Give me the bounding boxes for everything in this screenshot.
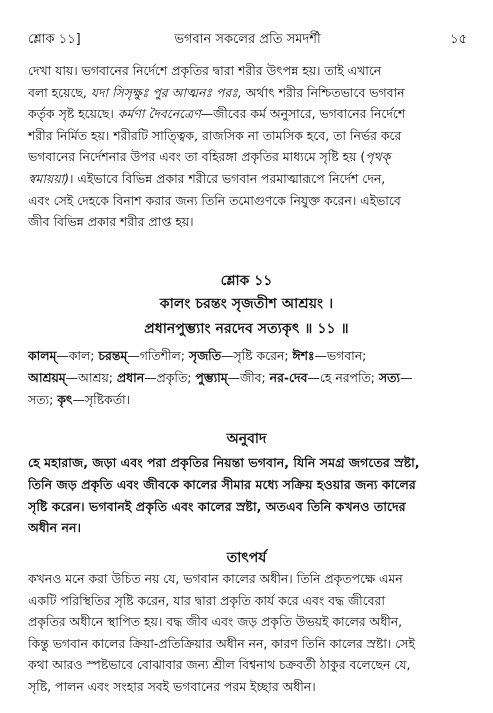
purport-heading: তাৎপর্য <box>226 550 267 566</box>
synonyms-line <box>28 345 469 367</box>
synonym-term: সত্য <box>378 370 400 385</box>
synonym-term: চরন্তম্ <box>98 348 128 363</box>
intro-line <box>28 60 469 82</box>
text-run: —ভগবান; <box>314 348 367 363</box>
sanskrit-quote: পৃথক্ <box>365 149 391 165</box>
text-run: —হে নরপতি; <box>307 370 379 385</box>
synonym-term: আশ্রয়ম্ <box>28 370 66 385</box>
purport-line: প্রকৃতির অধীনে স্থাপিত হয়। বদ্ধ জীব এবং জড় প্রকৃতি উভয়ই কালের অধীন, <box>28 614 403 630</box>
text-run: দেখা যায়। ভগবানের নির্দেশে প্রকৃতির দ্বারা শরীর উৎপন্ন হয়। তাই এখানে <box>28 63 382 78</box>
text-run: শরীর নির্মিত হয়। শরীরটি সাত্ত্বিক, রাজসিক না তামসিক হবে, তা নির্ভর করে <box>28 127 402 143</box>
synonyms-line <box>28 389 469 411</box>
text-run: জীব বিভিন্ন প্রকার শরীর প্রাপ্ত হয়। <box>28 214 194 230</box>
verse-line-2: প্রধানপুম্ভ্যাং নরদেব সত্যকৃৎ ॥ ১১ ॥ <box>144 321 349 337</box>
word-for-word-synonyms <box>28 345 469 411</box>
purport-line: সৃষ্টি, পালন এবং সংহার সবই ভগবানের পরম ইচ্ছার অধীন। <box>28 678 316 694</box>
header-chapter-title: ভগবান সকলের প্রতি সমদর্শী <box>174 32 321 47</box>
translation-line: তিনি জড় প্রকৃতি এবং জীবকে কালের সীমার মধ্যে সক্রিয় হওয়ার জন্য কালের <box>28 476 416 492</box>
sanskrit-quote: স্বমায়য়া) <box>28 170 70 186</box>
intro-line <box>28 82 469 104</box>
translation-line: সৃষ্টি করেন। ভগবানই প্রকৃতি এবং কালের স্রষ্টা, অতএব তিনি কখনও তাদের <box>28 498 406 514</box>
sanskrit-quote: যদা সিসৃক্ষুঃ পুর আত্মনঃ পরঃ, <box>90 84 242 100</box>
text-run: সত্য; <box>28 392 58 407</box>
synonym-term: প্রধান <box>116 370 145 385</box>
synonym-term: পুম্ভ্যাম্ <box>195 370 228 385</box>
purport-line: কিন্তু ভগবান কালের ক্রিয়া-প্রতিক্রিয়ার অধীন নন, কারণ তিনি কালের স্রষ্টা। সেই <box>28 635 415 651</box>
purport-paragraph <box>28 568 469 698</box>
text-run: —সৃষ্টিকর্তা। <box>72 392 131 407</box>
intro-line <box>28 168 469 190</box>
text-run: অর্থাৎ শরীর নিশ্চিতভাবে ভগবান <box>241 84 405 100</box>
purport-line: কখনও মনে করা উচিত নয় যে, ভগবান কালের অধীন। তিনি প্রকৃতপক্ষে এমন <box>28 571 403 586</box>
intro-line <box>28 211 469 233</box>
synonym-term: কৃৎ <box>57 392 73 407</box>
text-run: —প্রকৃতি; <box>144 370 196 385</box>
text-run: —সৃষ্টি করেন; <box>221 348 293 363</box>
text-run: —গতিশীল; <box>127 348 189 363</box>
text-run: —কাল; <box>56 348 99 363</box>
purport-line: একটি পরিস্থিতির সৃষ্টি করেন, যার দ্বারা প্রকৃতি কার্য করে এবং বদ্ধ জীবেরা <box>28 592 385 608</box>
page-header <box>28 30 467 48</box>
text-run: । এইভাবে বিভিন্ন প্রকার শরীরে ভগবান পরমাত্মারূপে নির্দেশ দেন, <box>69 170 386 186</box>
intro-line <box>28 146 469 168</box>
sanskrit-quote: কর্মণা দৈবনেত্রেণ <box>117 106 201 122</box>
text-run: এবং সেই দেহকে বিনাশ করার জন্য তিনি তমোগুণকে নিযুক্ত করেন। এইভাবে <box>28 192 401 208</box>
text-run: — <box>400 370 413 385</box>
translation-line: হে মহারাজ, জড়া এবং পরা প্রকৃতির নিয়ন্তা ভগবান, যিনি সমগ্র জগতের স্রষ্টা, <box>28 455 420 470</box>
synonym-term: সৃজতি <box>188 348 222 363</box>
text-run: ভগবানের নির্দেশনার উপর এবং তা বহিরঙ্গা প্রকৃতির মাধ্যমে সৃষ্টি হয় ( <box>28 149 366 165</box>
translation-line: অধীন নন। <box>28 520 82 536</box>
text-run: —জীব; <box>227 370 270 385</box>
text-run: কর্তৃক সৃষ্ট হয়েছে। <box>28 106 118 122</box>
text-run: বলা হয়েছে, <box>28 84 91 100</box>
text-run: —আশ্রয়; <box>65 370 117 385</box>
intro-line <box>28 103 469 125</box>
intro-line <box>28 125 469 147</box>
text-run: —জীবের কর্ম অনুসারে, ভগবানের নির্দেশে <box>200 106 406 122</box>
synonyms-line <box>28 367 469 389</box>
verse-line-1: কালং চরন্তং সৃজতীশ আশ্রয়ং । <box>159 296 334 312</box>
intro-paragraph <box>28 60 469 233</box>
translation-heading: অনুবাদ <box>226 431 267 447</box>
translation-paragraph <box>28 452 469 539</box>
synonym-term: কালম্ <box>28 348 57 363</box>
synonym-term: ঈশঃ <box>292 348 315 363</box>
synonym-term: নর-দেব <box>269 370 308 385</box>
header-verse-ref: শ্লোক ১১] <box>28 32 81 47</box>
intro-line <box>28 190 469 212</box>
verse-title: শ্লোক ১১ <box>220 273 273 289</box>
purport-line: কথা আরও স্পষ্টভাবে বোঝাবার জন্য শ্রীল বিশ্বনাথ চক্রবর্তী ঠাকুর বলেছেন যে, <box>28 657 411 673</box>
page-number: ১৫ <box>450 32 467 47</box>
